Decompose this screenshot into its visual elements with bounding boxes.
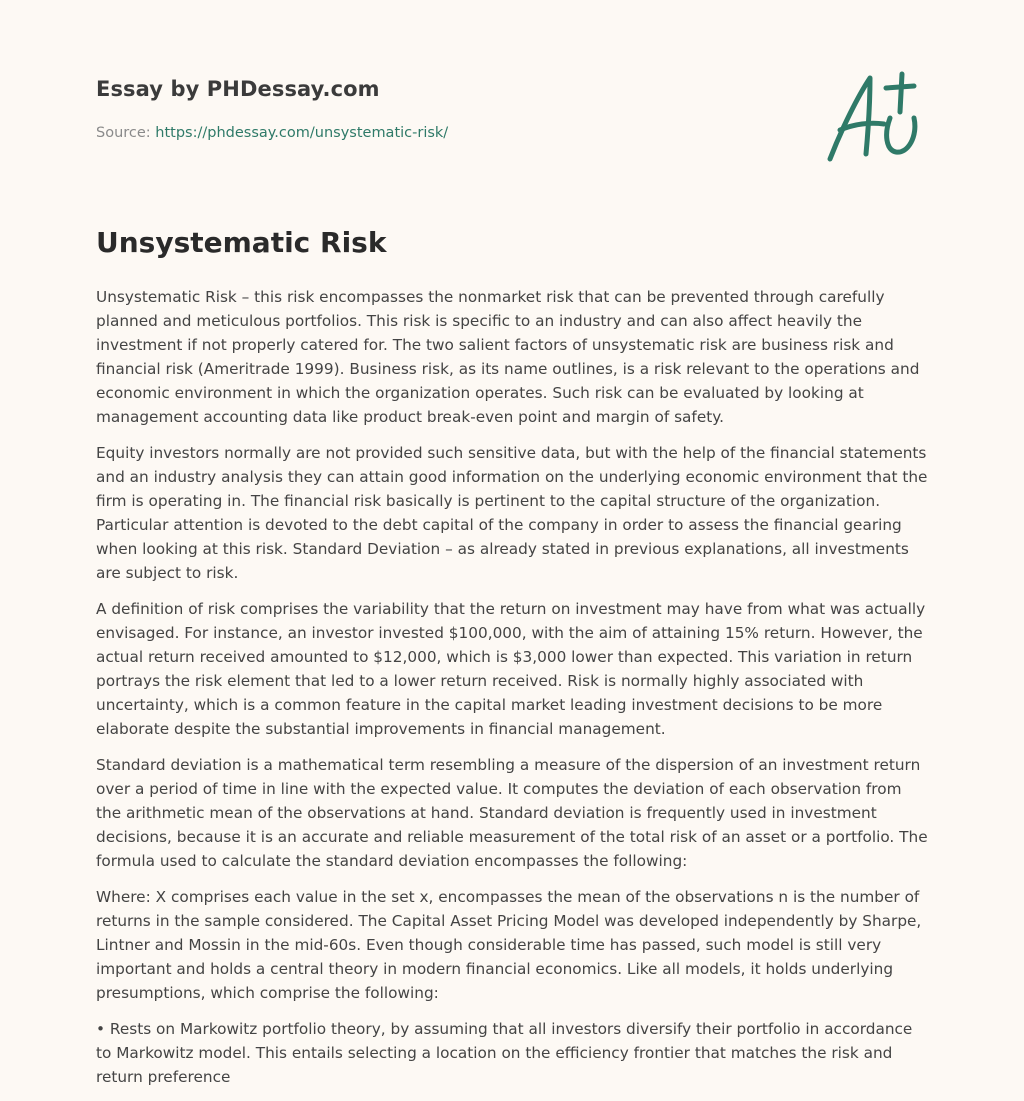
source-link[interactable]: https://phdessay.com/unsystematic-risk/ (155, 125, 449, 141)
paragraph-2: Equity investors normally are not provided such sensitive data, but with the help of the financial statements and an industry analysis they can attain good information on the underlying economic environment that the firm is operating in. The financial risk basically is pertinent to the capital structure of the organization. Particular attention is devoted to the debt capital of the company in order to assess the financial gearing when looking at this risk. Standard Deviation – as already stated in previous explanations, all investments are subject to risk. (96, 444, 928, 582)
article-body (96, 285, 928, 1101)
paragraph-3: A definition of risk comprises the variability that the return on investment may have from what was actually envisaged. For instance, an investor invested $100,000, with the aim of attaining 15% return. However, the actual return received amounted to $12,000, which is $3,000 lower than expected. This variation in return portrays the risk element that led to a lower return received. Risk is normally highly associated with uncertainty, which is a common feature in the capital market leading investment decisions to be more elaborate despite the substantial improvements in financial management. (96, 600, 926, 738)
source-label: Source: (96, 125, 156, 141)
a-plus-logo-icon (820, 66, 928, 166)
source-line (96, 125, 448, 141)
page-title: Unsystematic Risk (96, 226, 387, 259)
paragraph-6: • Rests on Markowitz portfolio theory, by assuming that all investors diversify their portfolio in accordance to Markowitz model. This entails selecting a location on the efficiency frontier that matches the risk and return preference (96, 1020, 913, 1086)
paragraph-1: Unsystematic Risk – this risk encompasses the nonmarket risk that can be prevented through carefully planned and meticulous portfolios. This risk is specific to an industry and can also affect heavily the investment if not properly catered for. The two salient factors of unsystematic risk are business risk and financial risk (Ameritrade 1999). Business risk, as its name outlines, is a risk relevant to the operations and economic environment in which the organization operates. Such risk can be evaluated by looking at management accounting data like product break-even point and margin of safety. (96, 288, 920, 426)
site-brand: Essay by PHDessay.com (96, 77, 380, 101)
paragraph-4: Standard deviation is a mathematical term resembling a measure of the dispersion of an investment return over a period of time in line with the expected value. It computes the deviation of each observation from the arithmetic mean of the observations at hand. Standard deviation is frequently used in investment decisions, because it is an accurate and reliable measurement of the total risk of an asset or a portfolio. The formula used to calculate the standard deviation encompasses the following: (96, 756, 928, 870)
paragraph-5: Where: X comprises each value in the set x, encompasses the mean of the observations n is the number of returns in the sample considered. The Capital Asset Pricing Model was developed independently by Sharpe, Lintner and Mossin in the mid-60s. Even though considerable time has passed, such model is still very important and holds a central theory in modern financial economics. Like all models, it holds underlying presumptions, which comprise the following: (96, 888, 922, 1002)
